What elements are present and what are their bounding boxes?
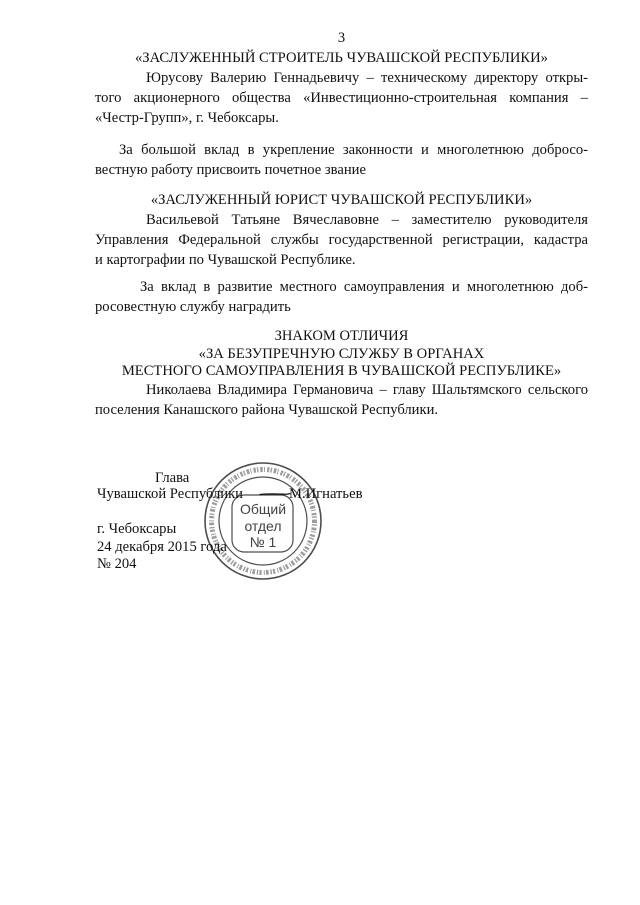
text-line: За большой вклад в укрепление законности и многолетнюю добросо- xyxy=(119,142,588,158)
issue-number: № 204 xyxy=(97,556,137,572)
text-line: Васильевой Татьяне Вячеславовне – заместителю руководителя xyxy=(146,212,588,228)
signatory-name: М.Игнатьев xyxy=(289,486,363,502)
title-line: ЗНАКОМ ОТЛИЧИЯ xyxy=(274,328,409,344)
stamp-text-line: Общий xyxy=(239,501,287,517)
title-line: «ЗА БЕЗУПРЕЧНУЮ СЛУЖБУ В ОРГАНАХ xyxy=(198,345,485,362)
text-line: росовестную службу наградить xyxy=(95,299,291,315)
signatory-position-line2: Чувашской Республики xyxy=(97,486,243,502)
issue-place: г. Чебоксары xyxy=(97,521,177,537)
text-line: Юрусову Валерию Геннадьевичу – техническому директору откры- xyxy=(146,70,588,86)
text-line: «Честр-Групп», г. Чебоксары. xyxy=(95,110,279,126)
decree-paragraph-service xyxy=(95,277,588,317)
title-line: МЕСТНОГО САМОУПРАВЛЕНИЯ В ЧУВАШСКОЙ РЕСПУБЛИКЕ» xyxy=(121,363,562,379)
award-lawyer-recipient xyxy=(95,210,588,270)
page-number: 3 xyxy=(337,30,346,46)
stamp-text-line: отдел xyxy=(244,518,282,534)
award-title-builder: «ЗАСЛУЖЕННЫЙ СТРОИТЕЛЬ ЧУВАШСКОЙ РЕСПУБЛИКИ» xyxy=(135,50,548,66)
text-line: того акционерного общества «Инвестиционно-строительная компания – xyxy=(95,90,588,106)
stamp-text-line: № 1 xyxy=(249,534,277,550)
text-line: вестную работу присвоить почетное звание xyxy=(95,162,366,178)
official-stamp xyxy=(200,458,326,584)
award-title-service xyxy=(95,328,588,381)
text-line: За вклад в развитие местного самоуправления и многолетнюю доб- xyxy=(140,279,588,295)
text-line: Управления Федеральной службы государственной регистрации, кадастра xyxy=(95,232,588,248)
issue-date: 24 декабря 2015 года xyxy=(97,538,227,555)
text-line: и картографии по Чувашской Республике. xyxy=(95,252,356,268)
award-service-recipient xyxy=(95,380,588,420)
decree-paragraph-lawyer xyxy=(95,140,588,180)
signatory-position-line1: Глава xyxy=(155,470,190,486)
text-line: Николаева Владимира Германовича – главу Шальтямского сельского xyxy=(146,382,588,398)
award-title-lawyer: «ЗАСЛУЖЕННЫЙ ЮРИСТ ЧУВАШСКОЙ РЕСПУБЛИКИ» xyxy=(150,192,533,208)
award-builder-recipient xyxy=(95,68,588,128)
text-line: поселения Канашского района Чувашской Республики. xyxy=(95,402,439,418)
